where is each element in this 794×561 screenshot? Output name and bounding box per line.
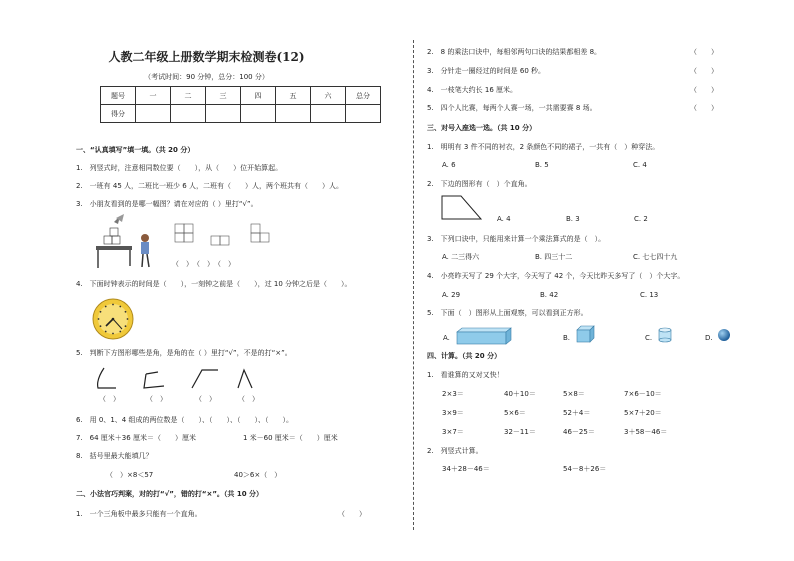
judge-4: 4. 一枝笔大约长 16 厘米。 bbox=[427, 86, 518, 94]
question-1-7a: 7. 64 厘米＋36 厘米＝（ ）厘米 bbox=[76, 434, 196, 442]
calc-item: 3＋58－46＝ bbox=[624, 428, 668, 436]
choice-5: 5. 下面（ ）图形从上面观察，可以看到正方形。 bbox=[427, 309, 588, 317]
score-input-cell[interactable] bbox=[171, 105, 206, 123]
calc-item: 3×9＝ bbox=[442, 409, 464, 417]
choice-3-option-c[interactable]: C. 七七四十九 bbox=[633, 253, 678, 261]
choice-3-option-a[interactable]: A. 二三得六 bbox=[442, 253, 480, 261]
center-divider bbox=[413, 40, 414, 530]
question-1-1: 1. 列竖式时，注意相同数位要（ ），从（ ）位开始算起。 bbox=[76, 164, 283, 172]
question-1-8b: 40＞6×（ ） bbox=[234, 471, 282, 479]
score-cell: 一 bbox=[136, 87, 171, 105]
score-input-cell[interactable] bbox=[276, 105, 311, 123]
vertical-calc-1: 34＋28－46＝ bbox=[442, 465, 490, 473]
calc-2: 2. 列竖式计算。 bbox=[427, 447, 483, 455]
choice-3-option-b[interactable]: B. 四三十二 bbox=[535, 253, 573, 261]
choice-4-option-c[interactable]: C. 13 bbox=[640, 291, 659, 299]
calc-item: 5×7＋20＝ bbox=[624, 409, 662, 417]
calc-item: 5×6＝ bbox=[504, 409, 526, 417]
score-input-cell[interactable] bbox=[206, 105, 241, 123]
calc-item: 2×3＝ bbox=[442, 390, 464, 398]
clock-face-illustration bbox=[92, 298, 134, 340]
cuboid-figure bbox=[456, 327, 512, 345]
question-1-2: 2. 一班有 45 人，二班比一班少 6 人，二班有（ ）人，两个班共有（ ）人。 bbox=[76, 182, 343, 190]
score-input-cell[interactable] bbox=[311, 105, 346, 123]
judge-1: 1. 一个三角板中最多只能有一个直角。 bbox=[76, 510, 202, 518]
choice-4-option-b[interactable]: B. 42 bbox=[540, 291, 559, 299]
judge-4-slot[interactable]: （ ） bbox=[690, 86, 718, 94]
question-1-7b: 1 米－60 厘米＝（ ）厘米 bbox=[243, 434, 338, 442]
choice-2-option-a[interactable]: A. 4 bbox=[497, 215, 511, 223]
exam-title: 人教二年级上册数学期末检测卷(12) bbox=[108, 50, 305, 64]
score-cell: 四 bbox=[241, 87, 276, 105]
score-cell: 题号 bbox=[101, 87, 136, 105]
choice-2-option-b[interactable]: B. 3 bbox=[566, 215, 580, 223]
judge-5-slot[interactable]: （ ） bbox=[690, 104, 718, 112]
judge-3-slot[interactable]: （ ） bbox=[690, 67, 718, 75]
score-cell: 总分 bbox=[346, 87, 381, 105]
calc-item: 52＋4＝ bbox=[563, 409, 591, 417]
question-1-5: 5. 判断下方图形哪些是角，是角的在（ ）里打“√”，不是的打“×”。 bbox=[76, 349, 292, 357]
exam-subtitle: （考试时间：90 分钟，总分：100 分） bbox=[144, 73, 269, 81]
question-1-4: 4. 下面时钟表示的时间是（ ），一刻钟之前是（ ），过 10 分钟之后是（ ）。 bbox=[76, 280, 352, 288]
judge-2: 2. 8 的乘法口诀中，每相邻两句口诀的结果都相差 8。 bbox=[427, 48, 602, 56]
score-table-score-row bbox=[101, 105, 381, 123]
question-1-5-slot-4[interactable]: （ ） bbox=[238, 395, 259, 403]
vertical-calc-2: 54－8＋26＝ bbox=[563, 465, 607, 473]
choice-5-option-d[interactable]: D. bbox=[705, 334, 713, 342]
score-input-cell[interactable] bbox=[241, 105, 276, 123]
choice-2-option-c[interactable]: C. 2 bbox=[634, 215, 648, 223]
calc-item: 3×7＝ bbox=[442, 428, 464, 436]
score-table bbox=[100, 86, 381, 123]
cube-figure bbox=[576, 325, 596, 343]
angle-figures bbox=[92, 366, 262, 392]
judge-2-slot[interactable]: （ ） bbox=[690, 48, 718, 56]
score-input-cell[interactable] bbox=[136, 105, 171, 123]
question-1-3: 3. 小朋友看到的是哪一幅图？请在对应的（ ）里打“√”。 bbox=[76, 200, 258, 208]
score-cell: 得分 bbox=[101, 105, 136, 123]
section-3-heading: 三、对号入座选一选。（共 10 分） bbox=[427, 124, 537, 132]
choice-1: 1. 明明有 3 件不同的衬衣，2 条颜色不同的裙子，一共有（ ）种穿法。 bbox=[427, 143, 660, 151]
question-1-5-slot-1[interactable]: （ ） bbox=[99, 395, 120, 403]
question-1-5-slot-2[interactable]: （ ） bbox=[146, 395, 167, 403]
choice-2: 2. 下边的图形有（ ）个直角。 bbox=[427, 180, 532, 188]
judge-5: 5. 四个人比赛，每两个人赛一场，一共需要赛 8 场。 bbox=[427, 104, 597, 112]
choice-1-option-b[interactable]: B. 5 bbox=[535, 161, 549, 169]
judge-3: 3. 分针走一圈经过的时间是 60 秒。 bbox=[427, 67, 546, 75]
calc-item: 32－11＝ bbox=[504, 428, 536, 436]
question-1-6: 6. 用 0、1、4 组成的两位数是（ ）、（ ）、（ ）、（ ）。 bbox=[76, 416, 293, 424]
score-table-header-row bbox=[101, 87, 381, 105]
choice-4-option-a[interactable]: A. 29 bbox=[442, 291, 461, 299]
choice-5-option-c[interactable]: C. bbox=[645, 334, 653, 342]
question-1-3-answer-slots[interactable]: （ ） （ ） （ ） bbox=[172, 260, 235, 268]
question-1-8a: （ ）×8＜57 bbox=[106, 471, 154, 479]
block-view-options bbox=[175, 220, 275, 256]
choice-1-option-a[interactable]: A. 6 bbox=[442, 161, 456, 169]
section-4-heading: 四、计算。（共 20 分） bbox=[427, 352, 502, 360]
choice-1-option-c[interactable]: C. 4 bbox=[633, 161, 647, 169]
calc-item: 5×8＝ bbox=[563, 390, 585, 398]
choice-3: 3. 下列口诀中，只能用来计算一个乘法算式的是（ ）。 bbox=[427, 235, 606, 243]
choice-5-option-a[interactable]: A. bbox=[443, 334, 450, 342]
calc-item: 7×6－10＝ bbox=[624, 390, 662, 398]
section-2-heading: 二、小法官巧判案，对的打“√”，错的打“×”。（共 10 分） bbox=[76, 490, 264, 498]
trapezoid-figure bbox=[441, 195, 483, 221]
score-cell: 五 bbox=[276, 87, 311, 105]
cylinder-figure bbox=[658, 327, 672, 343]
choice-4: 4. 小亮昨天写了 29 个大字，今天写了 42 个，今天比昨天多写了（ ）个大字。 bbox=[427, 272, 685, 280]
calc-item: 40＋10＝ bbox=[504, 390, 536, 398]
child-looking-at-blocks-illustration bbox=[94, 212, 164, 270]
calc-item: 46－25＝ bbox=[563, 428, 595, 436]
sphere-figure bbox=[717, 328, 731, 342]
question-1-8: 8. 括号里最大能填几？ bbox=[76, 452, 153, 460]
question-1-5-slot-3[interactable]: （ ） bbox=[195, 395, 216, 403]
score-input-cell[interactable] bbox=[346, 105, 381, 123]
section-1-heading: 一、“认真填写”填一填。（共 20 分） bbox=[76, 146, 195, 154]
score-cell: 三 bbox=[206, 87, 241, 105]
choice-5-option-b[interactable]: B. bbox=[563, 334, 571, 342]
score-cell: 六 bbox=[311, 87, 346, 105]
calc-1: 1. 看谁算的又对又快！ bbox=[427, 371, 504, 379]
score-cell: 二 bbox=[171, 87, 206, 105]
judge-1-slot[interactable]: （ ） bbox=[338, 510, 366, 518]
